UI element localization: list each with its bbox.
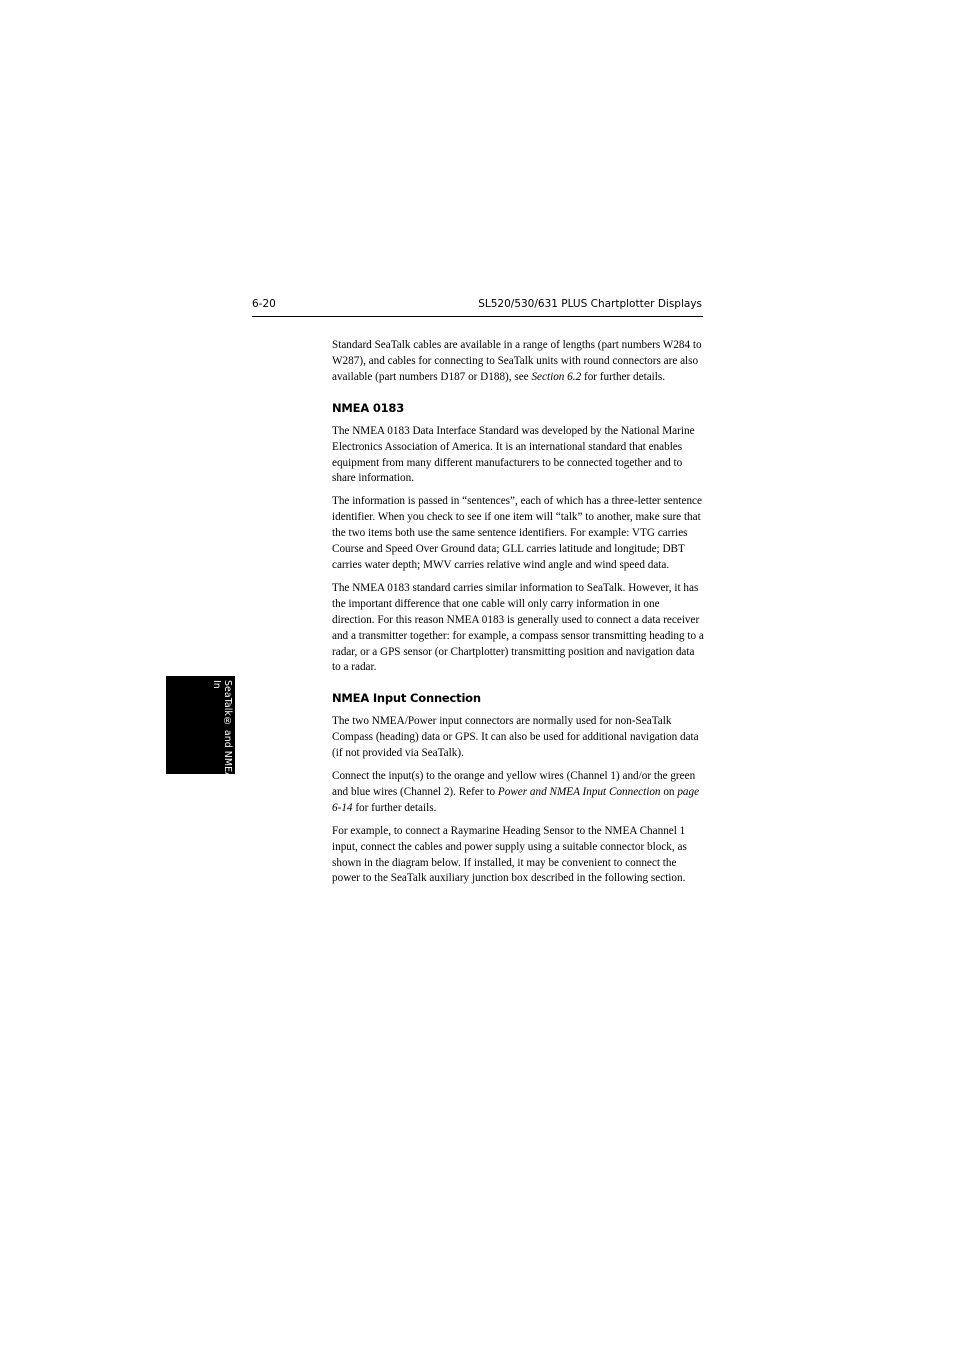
page-number: 6-20: [252, 298, 276, 310]
input-paragraph-1: The two NMEA/Power input connectors are normally used for non-SeaTalk Compass (heading) data or GPS. It can also be used for additional navigation data (if not provided via SeaTalk).: [332, 715, 699, 760]
document-title: SL520/530/631 PLUS Chartplotter Displays: [478, 298, 702, 310]
input-paragraph-2: Connect the input(s) to the orange and yellow wires (Channel 1) and/or the green and blue wires (Channel 2). Refer to Power and NMEA Input Connection on page 6-14 for further details.: [332, 770, 700, 814]
nmea-paragraph-2: The information is passed in “sentences”, each of which has a three-letter sentence identifier. When you check to see if one item will “talk” to another, make sure that the two items both use the same sentence identifiers. For example: VTG carries Course and Speed Over Ground data; GLL carries latitude and longitude; DBT carries water depth; MWV carries relative wind angle and wind speed data.: [332, 495, 702, 571]
nmea-0183-heading: NMEA 0183: [332, 400, 405, 415]
page-reference: page 6-14: [332, 785, 700, 814]
nmea-paragraph-3: The NMEA 0183 standard carries similar information to SeaTalk. However, it has the important difference that one cable will only carry information in one direction. For this reason NMEA 0183 is generally used to connect a data receiver and a transmitter together: for example, a compass sensor transmitting heading to a radar, or a GPS sensor (or Chartplotter) transmitting position and navigation data to a radar.: [332, 581, 704, 674]
page-header: [252, 296, 703, 317]
intro-paragraph: Standard SeaTalk cables are available in a range of lengths (part numbers W284 to W287), and cables for connecting to SeaTalk units with round connectors are also available (part numbers D187 or D188), see Section 6.2 for further details.: [332, 339, 702, 383]
nmea-input-connection-heading: NMEA Input Connection: [332, 691, 481, 706]
input-paragraph-3: For example, to connect a Raymarine Heading Sensor to the NMEA Channel 1 input, connect the cables and power supply using a suitable connector block, as shown in the diagram below. If installed, it may be convenient to connect the power to the SeaTalk auxiliary junction box described in the following section.: [332, 824, 687, 885]
chapter-tab-label: SeaTalk® and NMEA In: [211, 680, 233, 779]
page-body: [332, 338, 704, 894]
chapter-side-tab: [166, 676, 235, 779]
nmea-paragraph-1: The NMEA 0183 Data Interface Standard was developed by the National Marine Electronics Association of America. It is an international standard that enables equipment from many different manufacturers to be connected together and to share information.: [332, 424, 695, 485]
section-reference: Section 6.2: [531, 370, 582, 383]
power-nmea-reference: Power and NMEA Input Connection: [497, 785, 661, 798]
